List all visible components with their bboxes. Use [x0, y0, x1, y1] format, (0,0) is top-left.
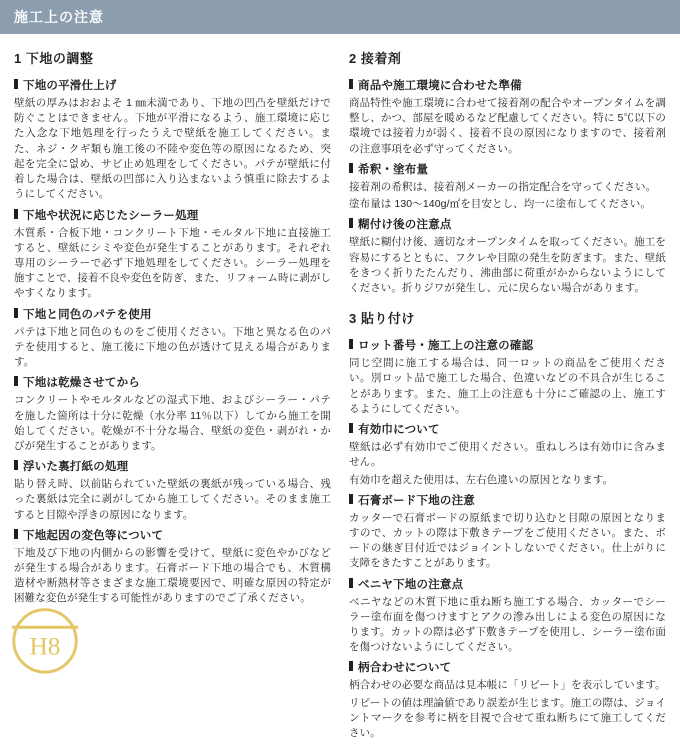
subsection-heading — [14, 207, 331, 223]
subsection-heading-label: 有効巾について — [358, 424, 440, 437]
bullet-icon — [14, 308, 18, 318]
subsection-block — [349, 216, 666, 296]
subsection-heading — [14, 374, 331, 390]
bullet-icon — [14, 209, 18, 219]
subsection-paragraph: 壁紙に糊付け後、適切なオープンタイムを取ってください。施工を容易にするとともに、フクレや目隙の発生を防ぎます。また、壁紙をきつく折りたたんだり、沸曲部に荷重がかからないようにしてください。折りジワが発生し、元に戻らない場合があります。 — [349, 236, 666, 294]
column-left — [14, 48, 331, 745]
subsection-paragraph: 同じ空間に施工する場合は、同一ロットの商品をご使用ください。別ロット品で施工した場合、色違いなどの不具合が生じることがあります。また、施工上の注意も十分にご確認の上、施工するようにしてください。 — [349, 357, 666, 415]
document-header — [0, 0, 680, 34]
subsection-heading — [14, 527, 331, 543]
subsection-heading-label: 下地や状況に応じたシーラー処理 — [23, 209, 199, 222]
subsection-paragraph: 下地及び下地の内側からの影響を受けて、壁紙に変色やかびなどが発生する場合があります。石膏ボード下地の場合でも、木質構造材や断熱材等さまざまな施工環境要因で、明確な原因の特定が困難な変色が発生する可能性がありますのでご了承ください。 — [14, 546, 331, 605]
subsection-heading-label: ロット番号・施工上の注意の確認 — [358, 340, 534, 353]
subsection-paragraph: コンクリートやモルタルなどの湿式下地、およびシーラー・パテを施した箇所は十分に乾燥（水分率 11％以下）してから施工を開始してください。乾燥が不十分な場合、壁紙の変色・剥がれ・かびが発生することがあります。 — [14, 394, 331, 452]
watermark-label: H8 — [29, 632, 61, 661]
bullet-icon — [14, 529, 18, 539]
subsection-paragraph: 有効巾を超えた使用は、左右色違いの原因となります。 — [349, 473, 614, 486]
bullet-icon — [349, 163, 353, 173]
subsection-heading — [349, 421, 666, 437]
subsection-heading — [349, 576, 666, 592]
subsection-paragraph: カッターで石膏ボードの原紙まで切り込むと目隙の原因となりますので、カットの際は下敷きテープをご使用ください。また、ボードの継ぎ目付近ではジョイントしないでください。仕上がりに支障をきたすことがあります。 — [349, 511, 666, 570]
subsection-heading — [349, 161, 666, 177]
subsection-heading-label: 下地起因の変色等について — [23, 529, 164, 542]
subsection-paragraph: 壁紙は必ず有効巾でご使用ください。重ねしろは有効巾に含みません。 — [349, 441, 666, 469]
subsection-heading — [14, 77, 331, 93]
bullet-icon — [14, 460, 18, 470]
bullet-icon — [14, 79, 18, 89]
subsection-block — [349, 337, 666, 417]
subsection-heading — [14, 458, 331, 474]
bullet-icon — [349, 578, 353, 588]
subsection-paragraph: パテは下地と同色のものをご使用ください。下地と異なる色のパテを使用すると、施工後に下地の色が透けて見える場合があります。 — [14, 325, 331, 369]
subsection-heading-label: ベニヤ下地の注意点 — [358, 578, 464, 591]
subsection-heading — [349, 337, 666, 353]
subsection-paragraph: 柄合わせの必要な商品は見本帳に「リピート」を表示しています。 — [349, 679, 666, 692]
subsection-heading — [349, 659, 666, 675]
content-columns — [0, 34, 680, 745]
subsection-heading-label: 下地の平滑仕上げ — [23, 80, 117, 92]
subsection-paragraph: 商品特性や施工環境に合わせて接着剤の配合やオープンタイムを調整し、かつ、部屋を暖めるなど配慮してください。特に 5℃以下の環境では接着力が弱く、接着不良の原因になりますので、接着剤の注意事項を必ず守ってください。 — [349, 97, 666, 155]
section-heading-2: 2 接着剤 — [349, 51, 402, 66]
column-right — [349, 48, 666, 745]
bullet-icon — [349, 79, 353, 89]
subsection-heading-label: 希釈・塗布量 — [358, 163, 429, 176]
subsection-block — [349, 161, 666, 212]
subsection-block — [349, 492, 666, 572]
subsection-heading-label: 下地は乾燥させてから — [23, 377, 140, 390]
subsection-paragraph: 接着剤の希釈は、接着剤メーカーの指定配合を守ってください。 — [349, 180, 657, 193]
subsection-heading — [14, 306, 331, 322]
subsection-paragraph: 木質系・合板下地・コンクリート下地・モルタル下地に直接施工すると、壁紙にシミや変色が発生することがあります。それぞれ専用のシーラーで必ず下地処理をしてください。シーラー処理を施すことで、接着不良や変色を防ぎ、また、リフォーム時に剥がしやすくなります。 — [14, 226, 331, 300]
subsection-heading-label: 柄合わせについて — [358, 662, 452, 675]
page-title: 施工上の注意 — [14, 9, 104, 25]
subsection-paragraph: 塗布量は 130～140g/㎡を目安とし、均一に塗布してください。 — [349, 198, 652, 211]
section-heading-3: 3 貼り付け — [349, 311, 415, 327]
section-heading-1: 1 下地の調整 — [14, 51, 94, 66]
subsection-block — [14, 527, 331, 607]
subsection-block — [349, 77, 666, 157]
subsection-heading-label: 石膏ボード下地の注意 — [358, 494, 475, 507]
bullet-icon — [349, 494, 353, 504]
spacer — [349, 300, 666, 308]
subsection-paragraph: 壁紙の厚みはおおよそ 1 ㎜未満であり、下地の凹凸を壁紙だけで防ぐことはできません。下地が平滑になるよう、施工環境に応じた入念な下地処理を行ったうえで壁紙を施工してください。また、ネジ・クギ類も施工後の不陸や変色等の原因になるため、突起を完全に없め、サビ止め処理をしてください。パテが壁紙に付着した場合は、壁紙の凹部に入り込まないよう慎重に除去するようにしてください。 — [14, 97, 331, 201]
subsection-heading — [349, 216, 666, 232]
subsection-block — [349, 421, 666, 488]
subsection-block — [349, 659, 666, 741]
subsection-heading — [349, 492, 666, 508]
subsection-heading-label: 浮いた裏打紙の処理 — [23, 461, 129, 474]
bullet-icon — [349, 339, 353, 349]
bullet-icon — [349, 423, 353, 433]
subsection-paragraph: ベニヤなどの木質下地に重ね断ち施工する場合、カッターでシーラー塗布面を傷つけますとアクの滲み出しによる変色の原因になります。カットの際は必ず下敷きテープを使用し、シーラー塗布面を傷つけないようにしてください。 — [349, 595, 666, 654]
subsection-block — [14, 306, 331, 371]
bullet-icon — [349, 661, 353, 671]
subsection-heading-label: 商品や施工環境に合わせた準備 — [358, 80, 522, 92]
subsection-heading-label: 糊付け後の注意点 — [358, 219, 452, 232]
subsection-block — [14, 458, 331, 523]
subsection-heading — [349, 77, 666, 93]
bullet-icon — [14, 376, 18, 386]
subsection-paragraph: リピートの値は理論値であり誤差が生じます。施工の際は、ジョイントマークを参考に柄を目視で合せて重ね断ちにて施工してください。 — [349, 696, 666, 740]
subsection-block — [14, 77, 331, 203]
bullet-icon — [349, 218, 353, 228]
subsection-block — [14, 374, 331, 454]
subsection-heading-label: 下地と同色のパテを使用 — [23, 308, 152, 321]
subsection-paragraph: 貼り替え時、以前貼られていた壁紙の裏紙が残っている場合、残った裏紙は完全に剥がしてから施工してください。そのまま施工すると目隙や浮きの原因になります。 — [14, 478, 331, 521]
subsection-block — [14, 207, 331, 302]
subsection-block — [349, 576, 666, 656]
